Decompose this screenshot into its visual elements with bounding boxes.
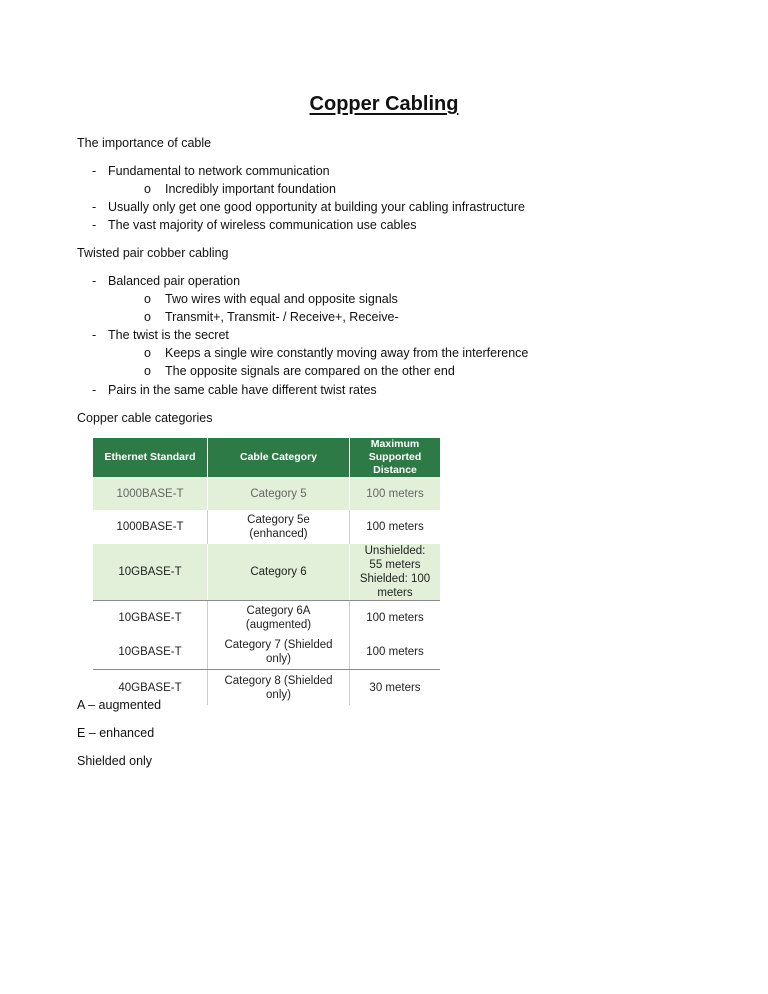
table-row xyxy=(93,544,440,601)
note: E – enhanced xyxy=(77,726,155,740)
list-item: Balanced pair operation xyxy=(108,274,241,288)
list-item: The vast majority of wireless communication use cables xyxy=(108,218,417,232)
page-title: Copper Cabling xyxy=(309,93,459,115)
table-row xyxy=(93,601,440,636)
list-item: Usually only get one good opportunity at building your cabling infrastructure xyxy=(108,200,525,214)
table-cell: 30 meters xyxy=(350,670,441,706)
sub-bullet: o xyxy=(144,310,151,324)
table-cell: 10GBASE-T xyxy=(118,612,182,624)
dash-bullet: - xyxy=(92,164,97,178)
list-item: The twist is the secret xyxy=(108,328,229,342)
dash-bullet: - xyxy=(92,328,97,342)
table-cell: 100 meters xyxy=(350,477,441,510)
table-cell: 10GBASE-T xyxy=(93,544,208,601)
list-item: The opposite signals are compared on the other end xyxy=(165,364,455,378)
table-header-row xyxy=(93,438,440,477)
list-item: Transmit+, Transmit- / Receive+, Receive- xyxy=(165,310,399,324)
table-cell: 100 meters xyxy=(350,510,441,544)
list-item: Keeps a single wire constantly moving away from the interference xyxy=(165,346,529,360)
table-header: Cable Category xyxy=(208,438,350,477)
table-row xyxy=(93,477,440,510)
table-header: Maximum Supported Distance xyxy=(350,438,441,477)
table-cell: Category 7 (Shielded only) xyxy=(208,635,350,670)
table-cell: Category 6A (augmented) xyxy=(208,601,350,636)
table-row xyxy=(93,510,440,544)
table-cell: 1000BASE-T xyxy=(116,521,184,533)
table-cell: 100 meters xyxy=(350,601,441,636)
table-cell: Category 8 (Shielded only) xyxy=(208,670,350,706)
dash-bullet: - xyxy=(92,200,97,214)
table-row xyxy=(93,635,440,670)
table-cell: 1000BASE-T xyxy=(93,477,208,510)
section-heading: Twisted pair cobber cabling xyxy=(77,246,229,260)
table-cell: Unshielded: 55 meters Shielded: 100 meters xyxy=(350,544,441,601)
table-cell: 10GBASE-T xyxy=(93,635,208,670)
list-item: Fundamental to network communication xyxy=(108,164,330,178)
list-item: Incredibly important foundation xyxy=(165,182,336,196)
table-cell: Category 5e (enhanced) xyxy=(208,510,350,544)
sub-bullet: o xyxy=(144,346,151,360)
section-heading: The importance of cable xyxy=(77,136,212,150)
note: A – augmented xyxy=(77,698,162,712)
cable-categories-table xyxy=(93,438,440,705)
sub-bullet: o xyxy=(144,292,151,306)
dash-bullet: - xyxy=(92,218,97,232)
section-heading: Copper cable categories xyxy=(77,411,213,425)
note: Shielded only xyxy=(77,754,153,768)
sub-bullet: o xyxy=(144,364,151,378)
list-item: Pairs in the same cable have different twist rates xyxy=(108,383,377,397)
table-cell: Category 5 xyxy=(208,477,350,510)
table-header: Ethernet Standard xyxy=(93,438,208,477)
table-cell: 40GBASE-T xyxy=(118,681,182,694)
sub-bullet: o xyxy=(144,182,151,196)
table-cell: Category 6 xyxy=(208,544,350,601)
table-cell: 100 meters xyxy=(350,635,441,670)
dash-bullet: - xyxy=(92,383,97,397)
list-item: Two wires with equal and opposite signals xyxy=(165,292,398,306)
dash-bullet: - xyxy=(92,274,97,288)
